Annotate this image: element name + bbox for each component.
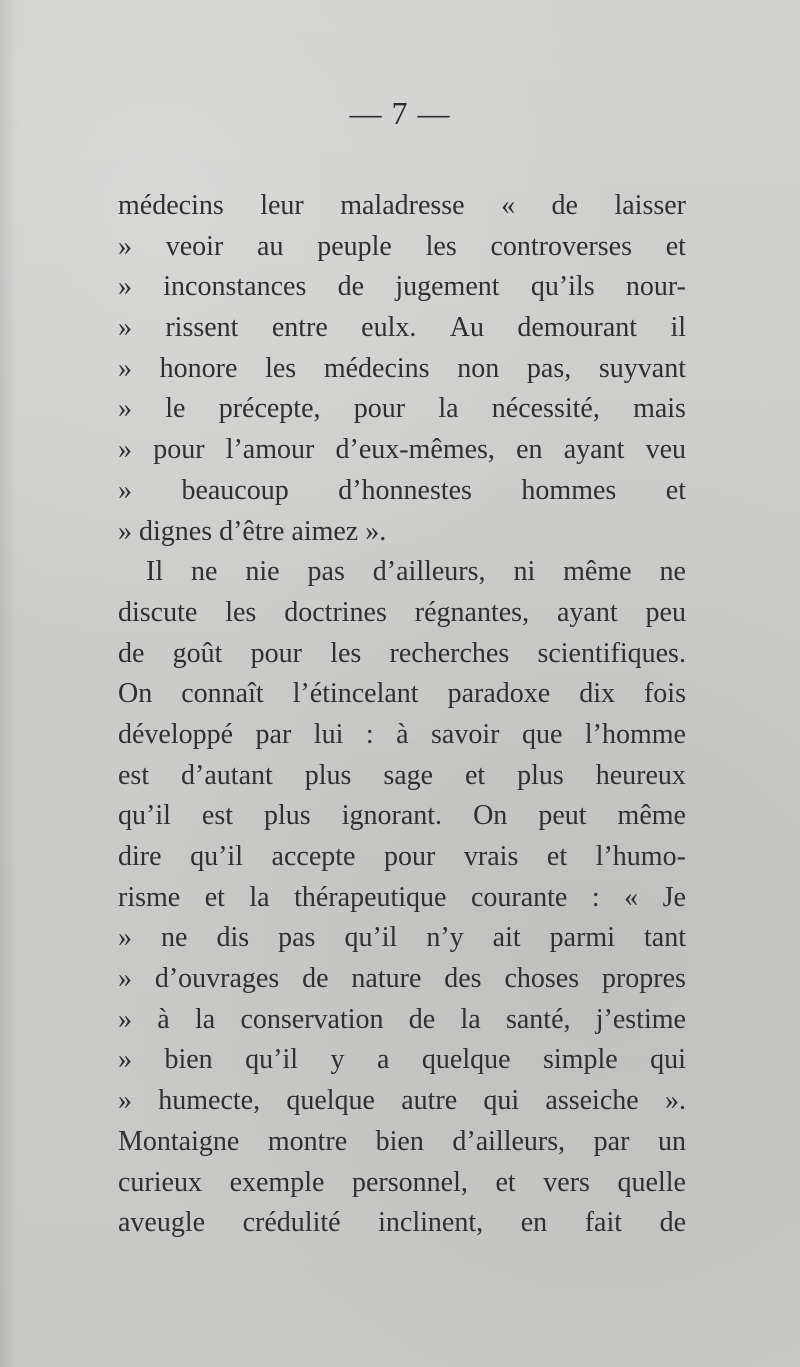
text-block — [118, 186, 686, 1244]
word: » — [118, 434, 132, 466]
word: le — [165, 393, 186, 425]
word: » — [118, 474, 132, 506]
text-line — [118, 1000, 686, 1041]
word: controverses — [490, 230, 632, 262]
text-line — [118, 959, 686, 1000]
word: nécessité, — [491, 393, 600, 425]
word: peu — [645, 596, 686, 628]
word: sage — [383, 759, 434, 791]
word: inconstances — [163, 271, 307, 303]
text-line: » dignes d’être aimez ». — [118, 515, 387, 547]
word: n’y — [426, 922, 464, 954]
word: curieux — [118, 1166, 202, 1198]
word: y — [330, 1044, 345, 1076]
word: Montaigne — [118, 1125, 240, 1157]
word: l’étincelant — [292, 678, 419, 710]
word: personnel, — [352, 1166, 468, 1198]
word: pour — [353, 393, 406, 425]
text-line — [118, 389, 686, 430]
word: peuple — [317, 230, 392, 262]
word: exemple — [229, 1166, 325, 1198]
text-line — [118, 878, 686, 919]
word: » — [118, 1044, 132, 1076]
word: crédulité — [242, 1207, 341, 1239]
word: « — [501, 190, 516, 221]
word: quelle — [617, 1166, 686, 1198]
text-line — [118, 1163, 686, 1204]
word: bien — [375, 1125, 424, 1157]
word: de — [118, 637, 145, 669]
word: » — [118, 352, 132, 384]
word: ne — [191, 556, 218, 588]
text-line — [118, 674, 686, 715]
word: par — [255, 718, 292, 750]
word: nie — [245, 556, 280, 588]
word: rissent — [165, 312, 239, 344]
word: honore — [159, 352, 238, 384]
text-line — [118, 308, 686, 349]
word: vers — [543, 1166, 590, 1198]
text-line — [118, 1081, 686, 1122]
word: de — [302, 963, 329, 995]
text-line — [118, 267, 686, 308]
page-edge-shadow — [0, 0, 18, 1367]
word: est — [201, 800, 234, 832]
word: la — [194, 1003, 216, 1035]
word: goût — [172, 637, 223, 669]
word: qu’il — [118, 800, 171, 832]
text-line — [118, 918, 686, 959]
word: d’eux-mêmes, — [335, 434, 495, 466]
word: de — [659, 1207, 686, 1239]
word: qui — [483, 1085, 520, 1117]
word: courante — [470, 881, 568, 913]
word: plus — [304, 759, 352, 791]
text-line — [118, 471, 686, 512]
word: qu’il — [190, 841, 243, 872]
word: l’amour — [225, 434, 315, 466]
word: ayant — [563, 434, 625, 466]
word: Il — [146, 556, 164, 588]
word: vrais — [463, 841, 519, 872]
text-line — [118, 1040, 686, 1081]
word: dix — [579, 678, 615, 710]
word: inclinent, — [378, 1207, 484, 1239]
word: ne — [659, 556, 686, 588]
word: pour — [250, 637, 302, 669]
word: qu’il — [245, 1044, 299, 1076]
word: pas — [307, 556, 345, 588]
word: leur — [260, 190, 304, 221]
word: humecte, — [158, 1085, 261, 1117]
word: d’ouvrages — [154, 963, 280, 995]
text-line — [118, 430, 686, 471]
word: parmi — [549, 922, 615, 954]
word: en — [520, 1207, 548, 1239]
word: d’ailleurs, — [372, 556, 486, 588]
word: à — [157, 1003, 170, 1035]
word: Au — [449, 312, 484, 344]
word: ignorant. — [341, 800, 443, 832]
word: pour — [384, 841, 436, 872]
word: suyvant — [598, 352, 686, 384]
word: maladresse — [340, 190, 465, 221]
word: au — [257, 230, 284, 262]
word: connaît — [181, 678, 264, 710]
word: dire — [118, 841, 162, 872]
word: par — [593, 1125, 630, 1157]
word: tant — [643, 922, 686, 954]
word: » — [118, 922, 132, 954]
text-line — [118, 186, 686, 227]
word: : — [591, 881, 600, 913]
text-line — [118, 1203, 686, 1244]
word: et — [495, 1166, 516, 1198]
word: nour- — [625, 271, 686, 303]
word: thérapeutique — [294, 881, 447, 913]
word: les — [330, 637, 362, 669]
word: développé — [118, 718, 234, 750]
word: les — [225, 596, 257, 628]
word: : — [365, 718, 374, 750]
word: » — [118, 312, 132, 344]
text-line — [118, 552, 686, 593]
word: de — [551, 190, 578, 221]
text-line — [118, 227, 686, 268]
word: plus — [264, 800, 311, 832]
word: « — [624, 881, 639, 913]
text-line — [118, 837, 686, 878]
text-line — [118, 796, 686, 837]
word: régnantes, — [414, 596, 530, 628]
word: scientifiques. — [537, 637, 686, 669]
word: pas — [278, 922, 316, 954]
text-line — [118, 756, 686, 797]
word: ni — [513, 556, 536, 588]
word: ne — [161, 922, 188, 954]
word: paradoxe — [447, 678, 551, 710]
word: peut — [538, 800, 587, 832]
text-line — [118, 1122, 686, 1163]
word: pas, — [526, 352, 572, 384]
word: montre — [267, 1125, 348, 1157]
word: même — [563, 556, 632, 588]
word: accepte — [271, 841, 356, 872]
word: d’autant — [181, 759, 273, 791]
word: recherches — [389, 637, 510, 669]
word: savoir — [431, 718, 500, 750]
word: asseiche — [545, 1085, 639, 1117]
word: fois — [643, 678, 686, 710]
word: propres — [601, 963, 686, 995]
word: les — [265, 352, 297, 384]
word: et — [465, 759, 486, 791]
word: et — [665, 230, 686, 262]
word: d’ailleurs, — [452, 1125, 566, 1157]
word: » — [118, 393, 132, 425]
word: des — [444, 963, 482, 995]
word: j’estime — [595, 1003, 686, 1035]
word: ayant — [556, 596, 618, 628]
word: choses — [504, 963, 580, 995]
word: précepte, — [218, 393, 321, 425]
word: pour — [153, 434, 205, 466]
word: heureux — [595, 759, 686, 791]
word: beaucoup — [181, 474, 289, 506]
word: et — [204, 881, 225, 913]
word: l’homme — [584, 718, 686, 750]
word: » — [118, 1003, 132, 1035]
word: risme — [118, 881, 181, 913]
word: de — [408, 1003, 436, 1035]
word: jugement — [395, 271, 500, 303]
text-line — [118, 634, 686, 675]
word: fait — [584, 1207, 622, 1239]
word: conservation — [240, 1003, 384, 1035]
word: qu’il — [344, 922, 398, 954]
word: » — [118, 963, 132, 995]
word: la — [249, 881, 270, 913]
text-line — [118, 715, 686, 756]
word: quelque — [421, 1044, 511, 1076]
word: ». — [664, 1085, 686, 1117]
word: hommes — [521, 474, 617, 506]
word: laisser — [614, 190, 686, 221]
word: médecins — [118, 190, 224, 221]
word: santé, — [505, 1003, 571, 1035]
word: demourant — [517, 312, 638, 344]
word: On — [473, 800, 508, 832]
word: » — [118, 230, 132, 262]
word: de — [337, 271, 365, 303]
word: veu — [645, 434, 686, 466]
word: a — [376, 1044, 390, 1076]
word: simple — [543, 1044, 618, 1076]
word: même — [617, 800, 686, 832]
word: veoir — [165, 230, 224, 262]
text-line — [118, 593, 686, 634]
word: » — [118, 271, 132, 303]
word: la — [460, 1003, 481, 1035]
word: qu’ils — [530, 271, 595, 303]
word: les — [425, 230, 457, 262]
word: médecins — [323, 352, 430, 384]
word: non — [457, 352, 500, 384]
text-line — [118, 349, 686, 390]
word: nature — [351, 963, 422, 995]
word: un — [657, 1125, 686, 1157]
word: que — [521, 718, 563, 750]
word: entre — [271, 312, 328, 344]
word: bien — [164, 1044, 213, 1076]
word: en — [516, 434, 543, 466]
word: et — [665, 474, 686, 506]
word: Je — [662, 881, 686, 913]
word: ait — [492, 922, 521, 954]
word: il — [670, 312, 686, 344]
word: quelque — [286, 1085, 375, 1117]
word: » — [118, 1085, 132, 1117]
word: On — [118, 678, 153, 710]
word: et — [546, 841, 568, 872]
word: qui — [650, 1044, 686, 1076]
word: doctrines — [284, 596, 387, 628]
word: d’honnestes — [338, 474, 472, 506]
page-number: — 7 — — [349, 95, 451, 131]
word: plus — [517, 759, 564, 791]
word: à — [396, 718, 409, 750]
word: discute — [118, 596, 198, 628]
word: mais — [633, 393, 686, 425]
word: eulx. — [361, 312, 417, 344]
word: aveugle — [118, 1207, 206, 1239]
word: est — [118, 759, 150, 791]
word: autre — [401, 1085, 458, 1117]
word: la — [438, 393, 459, 425]
word: lui — [313, 718, 344, 750]
word: l’humo- — [595, 841, 686, 872]
word: dis — [216, 922, 250, 954]
